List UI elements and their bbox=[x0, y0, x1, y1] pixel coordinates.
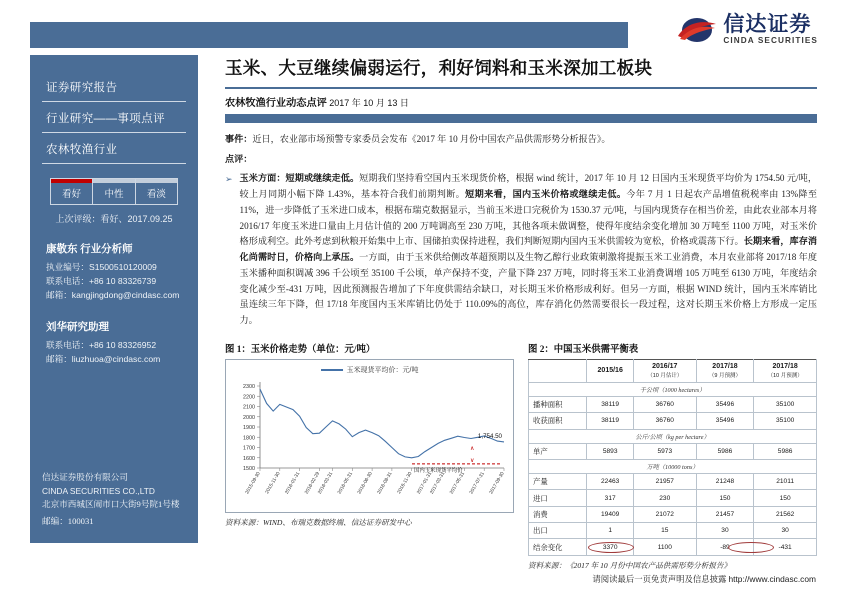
table-col-header-2: 2016/17 （10 月估计） bbox=[633, 359, 696, 382]
disclaimer-text: 请阅读最后一页免责声明及信息披露 bbox=[592, 575, 727, 584]
table-cell: 21011 bbox=[754, 473, 817, 489]
price-trend-chart bbox=[226, 360, 513, 512]
svg-text:2016-02-29: 2016-02-29 bbox=[304, 471, 322, 496]
table-cell: 21072 bbox=[633, 506, 696, 522]
bullet-arrow-icon: ➢ bbox=[225, 174, 233, 185]
subtitle-date: 2017 年 10 月 13 日 bbox=[329, 98, 409, 108]
svg-text:2016-03-31: 2016-03-31 bbox=[317, 471, 335, 496]
legend-label: 玉米现货平均价：元/吨 bbox=[346, 366, 419, 374]
figure-2-title: 图 2：中国玉米供需平衡表 bbox=[528, 344, 639, 355]
table-cell: 35100 bbox=[754, 413, 817, 429]
table-cell: 35496 bbox=[696, 413, 754, 429]
table-col-header-1: 2015/16 bbox=[587, 359, 634, 382]
subtitle-band bbox=[225, 114, 817, 123]
table-unit-row-0 bbox=[529, 382, 817, 396]
subtitle-category: 农林牧渔行业动态点评 bbox=[225, 98, 327, 109]
table-row bbox=[529, 413, 817, 429]
body-text-2: 今年 7 月 1 日起农产品增值税税率由 13%降至 11%，进一步降低了玉米进口成本，根据布瑞克数据显示，当前玉米进口完税价为 1530.37 元/吨，与国内现货存在相当价差，由此农业部本月将 2016/17 年度玉米进口量由上月估计值的 200 万吨调高至 230 万吨，其他各项未做调整，使得年度结余变化增加 30 万吨至 1100 万吨，对玉米价格形成利空。此外考虑到秋粮开始集中上市、国储拍卖保持进程，我们判断短期内国内玉米供需较为宽松，价格或震荡下行。 bbox=[239, 189, 817, 247]
table-row bbox=[529, 473, 817, 489]
corn-balance-table bbox=[528, 359, 817, 556]
logo-name-en: CINDA SECURITIES bbox=[723, 36, 818, 45]
table-row bbox=[529, 539, 817, 555]
last-rating-text: 上次评级：看好、2017.09.25 bbox=[55, 214, 173, 224]
svg-text:2000: 2000 bbox=[243, 414, 255, 421]
sidebar-item-research-category: 行业研究——事项点评 bbox=[42, 102, 186, 133]
table-col-header-3: 2017/18 （9 月预测） bbox=[696, 359, 754, 382]
table-cell: 5893 bbox=[587, 443, 634, 459]
analyst-phone: 联系电话：+86 10 83326739 bbox=[46, 276, 157, 287]
table-row-label: 收获面积 bbox=[529, 413, 587, 429]
svg-text:2016-01-31: 2016-01-31 bbox=[284, 471, 302, 496]
rating-option-bearish[interactable] bbox=[136, 179, 177, 204]
chart-svg bbox=[226, 360, 513, 512]
event-text: 近日，农业部市场预警专家委员会发布《2017 年 10 月份中国农产品供需形势分析报告》。 bbox=[252, 134, 611, 144]
body-text-3: 一方面，由于玉米供给侧改革超预期以及生物乙醇行业政策刺激将提振玉米工业消费，本月农业部将 2017/18 年度玉米播种面积调减 396 千公顷至 35100 千公顷，单产保持不变，产量下降 237 万吨，同时将玉米工业消费调增 105 万吨至 6130 万吨，年度结余变化减少至-431 万吨，因此预测报告增加了下年度供需结余缺口，对长期玉米价格形成利好。但另一方面，根据 WIND 统计，国内玉米库销比虽连续三年下降，但 17/18 年度国内玉米库销比仍处于 110.09%的高位，库存消化仍然需要很长一段过程，这对长期玉米价格上方形成一定压力。 bbox=[239, 252, 817, 326]
bullet-body bbox=[240, 171, 817, 328]
sidebar-item-report-type: 证券研究报告 bbox=[42, 71, 186, 102]
analyst-license: 执业编号：S1500510120009 bbox=[46, 262, 157, 272]
table-row-label: 消费 bbox=[529, 506, 587, 522]
assistant-email[interactable]: 邮箱：liuzhuoa@cindasc.com bbox=[46, 353, 161, 364]
table-cell: 1100 bbox=[633, 539, 696, 555]
assistant-name: 刘华研究助理 bbox=[46, 321, 109, 333]
table-row bbox=[529, 523, 817, 539]
body-text-1: 短期我们坚持看空国内玉米现货价格，根据 wind 统计，2017 年 10 月 12 日国内玉米现货平均价为 1754.50 元/吨，较上月同期小幅下降 1.43%，基本符合我们前期判断。 bbox=[239, 173, 817, 200]
rating-label-bearish: 看淡 bbox=[136, 183, 177, 204]
rating-widget bbox=[50, 178, 178, 225]
table-unit-label: 千公顷（1000 hectares） bbox=[529, 382, 817, 396]
table-unit-label: 万吨（10000 tons） bbox=[529, 459, 817, 473]
figure-2-box bbox=[528, 359, 817, 556]
company-name-en: CINDA SECURITIES CO.,LTD bbox=[42, 485, 155, 496]
header-band bbox=[30, 22, 628, 48]
table-cell: 230 bbox=[633, 490, 696, 506]
svg-text:∧: ∧ bbox=[470, 445, 475, 452]
svg-text:2015-09-30: 2015-09-30 bbox=[245, 471, 262, 496]
event-label: 事件： bbox=[225, 134, 253, 144]
rating-label-bullish: 看好 bbox=[51, 183, 92, 204]
rating-label-neutral: 中性 bbox=[93, 183, 134, 204]
table-unit-row-2 bbox=[529, 459, 817, 473]
table-row-label: 出口 bbox=[529, 523, 587, 539]
table-cell: 317 bbox=[587, 490, 634, 506]
logo-text bbox=[723, 14, 818, 45]
sidebar-item-industry: 农林牧渔行业 bbox=[42, 133, 186, 164]
table-cell: 5973 bbox=[633, 443, 696, 459]
svg-text:1800: 1800 bbox=[243, 435, 255, 442]
svg-text:1600: 1600 bbox=[243, 455, 255, 462]
table-row-label: 单产 bbox=[529, 443, 587, 459]
svg-text:2016-11-30: 2016-11-30 bbox=[397, 471, 414, 495]
comment-label-row bbox=[225, 152, 817, 168]
table-cell: 19409 bbox=[587, 506, 634, 522]
svg-text:国内玉米现货平均价: 国内玉米现货平均价 bbox=[414, 467, 463, 474]
svg-text:2016-08-31: 2016-08-31 bbox=[377, 471, 394, 496]
svg-text:2017-05-31: 2017-05-31 bbox=[449, 471, 467, 496]
table-cell: 5986 bbox=[754, 443, 817, 459]
body-bold-1: 短期来看，国内玉米价格或继续走低。 bbox=[465, 189, 627, 200]
bullet-lead: 玉米方面：短期或继续走低。 bbox=[239, 173, 360, 184]
event-paragraph bbox=[225, 132, 817, 148]
table-cell: 150 bbox=[754, 490, 817, 506]
logo-swoosh-icon bbox=[677, 20, 717, 40]
logo-name-cn: 信达证券 bbox=[723, 12, 812, 36]
table-cell: 21248 bbox=[696, 473, 754, 489]
svg-text:1700: 1700 bbox=[243, 445, 255, 452]
table-row bbox=[529, 396, 817, 412]
svg-text:2015-11-30: 2015-11-30 bbox=[265, 471, 282, 495]
table-cell: 21457 bbox=[696, 506, 754, 522]
table-cell: 1 bbox=[587, 523, 634, 539]
analyst-block-assistant bbox=[46, 319, 182, 366]
figure-1-title: 图 1：玉米价格走势（单位：元/吨） bbox=[225, 344, 376, 355]
svg-text:1900: 1900 bbox=[243, 425, 255, 432]
svg-text:1,754.50: 1,754.50 bbox=[477, 432, 502, 440]
svg-text:2016-06-30: 2016-06-30 bbox=[357, 471, 374, 496]
company-logo bbox=[677, 14, 818, 45]
assistant-phone: 联系电话：+86 10 83326952 bbox=[46, 339, 157, 350]
table-row bbox=[529, 443, 817, 459]
figure-2-source: 资料来源：《2017 年 10 月份中国农产品供需形势分析报告》 bbox=[528, 560, 732, 570]
figures-row bbox=[225, 341, 817, 571]
table-cell: 35496 bbox=[696, 396, 754, 412]
sidebar bbox=[30, 55, 198, 543]
table-cell: 38119 bbox=[587, 413, 634, 429]
table-cell: 5986 bbox=[696, 443, 754, 459]
body-bold-2: 长期来看，库存消化尚需时日，价格向上承压。 bbox=[239, 236, 818, 263]
svg-text:2017-07-31: 2017-07-31 bbox=[469, 471, 486, 496]
table-cell: 38119 bbox=[587, 396, 634, 412]
comment-label: 点评： bbox=[225, 153, 253, 164]
analyst-name: 康敬东 行业分析师 bbox=[46, 244, 133, 255]
figure-1-box bbox=[225, 359, 514, 513]
footer-url[interactable]: http://www.cindasc.com bbox=[728, 574, 816, 584]
table-col-header-4: 2017/18 （10 月预测） bbox=[754, 359, 817, 382]
table-cell: 35100 bbox=[754, 396, 817, 412]
table-row-label: 产量 bbox=[529, 473, 587, 489]
table-row-label: 结余变化 bbox=[529, 539, 587, 555]
company-name-cn: 信达证券股份有限公司 bbox=[42, 471, 128, 482]
table-row-label: 进口 bbox=[529, 490, 587, 506]
svg-text:2100: 2100 bbox=[243, 404, 255, 411]
table-col-header-0 bbox=[529, 359, 587, 382]
table-header-row bbox=[529, 359, 817, 382]
svg-text:2017-03-31: 2017-03-31 bbox=[429, 471, 447, 496]
table-row bbox=[529, 506, 817, 522]
table-cell: 15 bbox=[633, 523, 696, 539]
table-cell: 36760 bbox=[633, 413, 696, 429]
svg-text:2016-05-31: 2016-05-31 bbox=[337, 471, 355, 496]
figure-2 bbox=[528, 341, 817, 571]
svg-text:1500: 1500 bbox=[243, 466, 255, 473]
analyst-email[interactable]: 邮箱：kangjingdong@cindasc.com bbox=[46, 290, 180, 301]
rating-option-bullish[interactable] bbox=[51, 179, 93, 204]
table-unit-row-1 bbox=[529, 429, 817, 443]
bullet-section bbox=[225, 171, 817, 328]
svg-text:2300: 2300 bbox=[243, 384, 255, 391]
logo-mark-icon bbox=[677, 15, 717, 45]
svg-text:∨: ∨ bbox=[470, 457, 475, 464]
figure-1 bbox=[225, 341, 514, 571]
company-info bbox=[42, 471, 186, 529]
analyst-block-primary bbox=[46, 241, 182, 303]
table-cell: 22463 bbox=[587, 473, 634, 489]
table-cell: 30 bbox=[696, 523, 754, 539]
legend-color-swatch bbox=[321, 369, 343, 371]
table-row-label: 播种面积 bbox=[529, 396, 587, 412]
table-row bbox=[529, 490, 817, 506]
table-cell: 30 bbox=[754, 523, 817, 539]
table-cell: -431 bbox=[754, 539, 817, 555]
rating-tabs bbox=[50, 178, 178, 205]
table-cell: 150 bbox=[696, 490, 754, 506]
svg-text:2200: 2200 bbox=[243, 394, 255, 401]
table-cell: 21957 bbox=[633, 473, 696, 489]
svg-text:2017-01-31: 2017-01-31 bbox=[416, 471, 434, 496]
table-cell: 21562 bbox=[754, 506, 817, 522]
company-address: 北京市西城区闹市口大街9号院1号楼 bbox=[42, 499, 180, 510]
table-cell: 36760 bbox=[633, 396, 696, 412]
subtitle-row bbox=[225, 94, 817, 114]
main-content bbox=[225, 55, 817, 571]
svg-text:2017-09-30: 2017-09-30 bbox=[489, 471, 506, 496]
table-cell: 3370 bbox=[587, 539, 634, 555]
title-divider bbox=[225, 87, 817, 89]
figure-1-source: 资料来源：WIND、布瑞克数据终端、信达证券研发中心 bbox=[225, 517, 412, 527]
company-postcode: 邮编：100031 bbox=[42, 516, 94, 527]
table-unit-label: 公斤/公顷（kg per hectare） bbox=[529, 429, 817, 443]
footer-disclaimer bbox=[592, 573, 816, 585]
page-title: 玉米、大豆继续偏弱运行，利好饲料和玉米深加工板块 bbox=[225, 58, 653, 78]
table-cell: -89 bbox=[696, 539, 754, 555]
rating-option-neutral[interactable] bbox=[93, 179, 135, 204]
chart-legend bbox=[321, 365, 419, 375]
